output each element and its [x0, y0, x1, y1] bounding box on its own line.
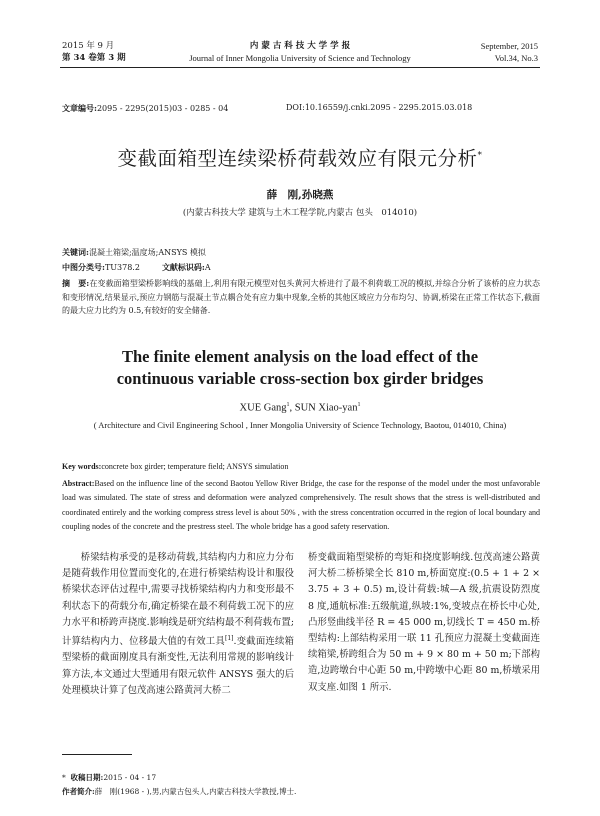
- author-en-2-sup: 1: [357, 402, 361, 408]
- body-left-text-2: .变截面连续箱型梁桥的截面刚度具有渐变性,无法利用常规的影响线计算方法,本文通过大型通用有限元软件 ANSYS 强大的后处理模块计算了包茂高速公路黄河大桥二: [62, 636, 294, 696]
- footnote-received: [62, 772, 156, 783]
- header-right: [481, 40, 538, 64]
- footnote-rule: [62, 754, 132, 755]
- title-cn: [0, 143, 600, 171]
- title-en: [0, 346, 600, 390]
- affiliation-en: ( Architecture and Civil Engineering School , Inner Mongolia University of Science Technology, Baotou, 014010, China): [93, 420, 507, 430]
- classification: [62, 261, 540, 274]
- keywords-cn-label: 关键词:: [62, 247, 89, 257]
- title-en-line-1: The finite element analysis on the load effect of the: [121, 347, 479, 366]
- doi: DOI:10.16559/j.cnki.2095 - 2295.2015.03.018: [286, 103, 473, 112]
- article-number-value: 2095 - 2295(2015)03 - 0285 - 04: [96, 104, 229, 113]
- affiliation-cn: (内蒙古科技大学 建筑与土木工程学院,内蒙古 包头 014010): [182, 208, 418, 218]
- keywords-cn-text: 混凝土箱梁;温度场;ANSYS 模拟: [88, 248, 206, 257]
- title-footnote-mark: *: [477, 150, 483, 161]
- clc-label: 中图分类号:: [62, 262, 105, 272]
- author-en-1: XUE Gang: [239, 402, 287, 414]
- issue-date-en: September, 2015: [480, 41, 538, 51]
- issue-date-cn: 2015 年 9 月: [62, 41, 115, 51]
- body-column-right: 桥变截面箱型梁桥的弯矩和挠度影响线.包茂高速公路黄河大桥二桥桥梁全长 810 m,桥面宽度:(0.5 + 1 + 2 × 3.75 + 3 + 0.5) m,设计荷载:城—A 级,抗震设防烈度 8 度,通航标准:五级航道,纵坡:1%,变坡点在桥长中心处,凸形竖曲线半径 R = 45 000 m,切线长 T = 450 m.桥型结构:上部结构采用一联 11 孔预应力混凝土变截面连续箱梁,桥跨组合为 50 m + 9 × 80 m + 50 m;下部构造,边跨墩台中心距 50 m,中跨墩中心距 80 m,桥墩采用双支座.如图 1 所示.: [308, 552, 540, 693]
- footnote-mark: *: [62, 773, 66, 782]
- body-column-left: [62, 550, 294, 699]
- article-number: [62, 103, 228, 114]
- clc-value: TU378.2: [104, 263, 140, 272]
- header-rule: [60, 67, 540, 68]
- abstract-en-text: Based on the influence line of the second Baotou Yellow River Bridge, the case for the response of the model under the most unfavorable load was simulated. The state of stress and deformation were analyzed comprehensively. The result shows that the stress is well-distributed and coordinated entirely and the working compress stress level is about 50% , with the stress concentration occurred in the region of local boundary and coupling nodes of the concrete and the prestress steel. The whole bridge has a good safety reservation.: [62, 479, 540, 532]
- author-en-sep: ,: [289, 402, 295, 414]
- received-label: 收稿日期:: [70, 773, 104, 782]
- title-cn-text: 变截面箱型连续梁桥荷载效应有限元分析: [117, 147, 478, 170]
- abstract-cn-label: 摘 要:: [62, 278, 90, 288]
- abstract-cn: [62, 277, 540, 318]
- footnote-author: [62, 786, 296, 797]
- author-bio-label: 作者简介:: [62, 787, 95, 796]
- authors-en: [0, 402, 600, 414]
- keywords-en-text: concrete box girder; temperature field; ANSYS simulation: [101, 462, 289, 471]
- volume-cn: 第 34 卷第 3 期: [62, 53, 126, 63]
- abstract-en-label: Abstract:: [62, 479, 95, 488]
- keywords-cn: [62, 246, 540, 259]
- author-bio: 薛 刚(1968 - ),男,内蒙古包头人,内蒙古科技大学教授,博士.: [94, 787, 297, 796]
- doc-code-value: A: [204, 263, 211, 272]
- keywords-en-label: Key words:: [62, 462, 102, 471]
- body-left-text: 桥梁结构承受的是移动荷载,其结构内力和应力分布是随荷载作用位置而变化的,在进行桥梁结构设计和服役桥梁状态评估过程中,需要寻找桥梁结构内力和变形最不利状态下的荷载分布,确定桥梁在最不利荷载工况下的应力水平和桥跨声挠度.影响线是研究结构最不利荷载布置;计算结构内力、位移最大值的有效工具: [62, 552, 294, 648]
- article-number-label: 文章编号:: [62, 103, 97, 113]
- received-date: 2015 - 04 - 17: [103, 773, 157, 782]
- journal-name-en: Journal of Inner Mongolia University of Science and Technology: [189, 53, 411, 63]
- abstract-cn-text: 在变截面箱型梁桥影响线的基础上,利用有限元模型对包头黄河大桥进行了最不利荷载工况的模拟,并综合分析了该桥的应力状态和变形情况,结果显示,预应力钢筋与混凝土节点耦合处有应力集中现象,全桥的其他区域应力分布均匀、协调,桥梁在正常工作状态下,截面的最大应力比约为 0.5,有较好的安全储备.: [62, 279, 541, 316]
- journal-name-cn: 内 蒙 古 科 技 大 学 学 报: [249, 41, 351, 51]
- author-en-1-sup: 1: [286, 402, 290, 408]
- title-en-line-2: continuous variable cross-section box girder bridges: [116, 369, 484, 388]
- volume-en: Vol.34, No.3: [494, 53, 538, 63]
- citation-ref: [1]: [224, 635, 234, 643]
- author-en-2: SUN Xiao-yan: [294, 402, 358, 414]
- authors-cn: 薛 刚,孙晓燕: [266, 189, 334, 201]
- doc-code-label: 文献标识码:: [161, 262, 205, 272]
- keywords-en: [62, 462, 540, 471]
- abstract-en: [62, 477, 540, 535]
